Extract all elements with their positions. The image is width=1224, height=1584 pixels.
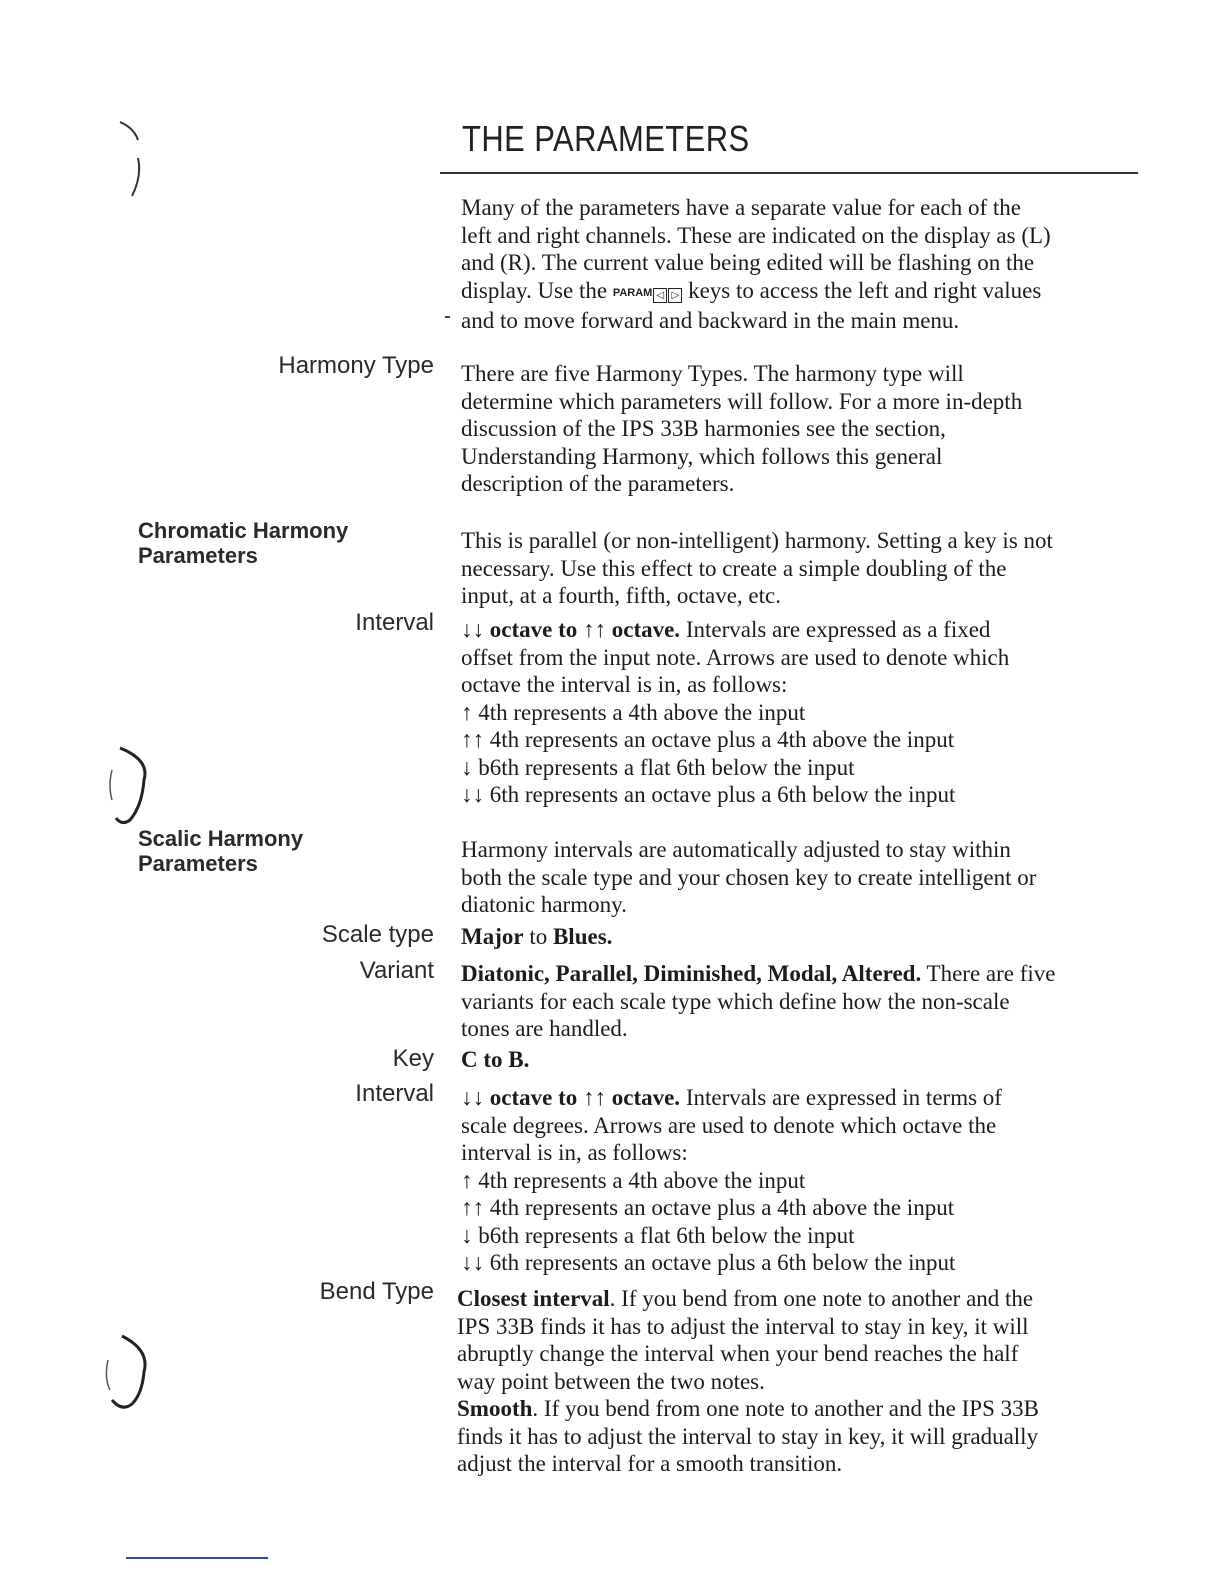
intro-line: display. Use the PARAM ◁ ▷ keys to access the left and right values bbox=[461, 277, 1151, 308]
bend-type-description: Closest interval. If you bend from one note to another and the IPS 33B finds it has to adjust the interval to stay in key, it will abruptly change the interval when your bend reaches the half way point between the two notes. Smooth. If you bend from one note to another and the IPS 33B finds it has to adjust the interval to stay in key, it will gradually adjust the interval for a smooth transition. bbox=[457, 1286, 1039, 1476]
binder-hole-mark-middle bbox=[100, 740, 160, 830]
variant-label: Variant bbox=[359, 957, 434, 984]
intro-line: left and right channels. These are indicated on the display as (L) bbox=[461, 222, 1051, 248]
title-rule bbox=[440, 172, 1138, 174]
page-title: THE PARAMETERS bbox=[462, 118, 750, 159]
variant-description: Diatonic, Parallel, Diminished, Modal, Altered. There are five variants for each scale type which define how the non-scale tones are handled. bbox=[461, 961, 1056, 1041]
chromatic-interval-description: ↓↓ octave to ↑↑ octave. Intervals are expressed as a fixed offset from the input note. Arrows are used to denote which octave the interval is in, as follows: ↑ 4th represents a 4th above the input ↑↑ 4th represents an octave plus a 4th above the input ↓ b6th represents a flat 6th below the input ↓↓ 6th represents an octave plus a 6th below the input bbox=[461, 616, 1151, 809]
bend-type-label: Bend Type bbox=[319, 1278, 434, 1305]
chromatic-description: This is parallel (or non-intelligent) harmony. Setting a key is not necessary. Use this effect to create a simple doubling of the input, at a fourth, fifth, octave, etc. bbox=[461, 528, 1053, 608]
scalic-interval-description: ↓↓ octave to ↑↑ octave. Intervals are expressed in terms of scale degrees. Arrows are used to denote which octave the interval is in, as follows: ↑ 4th represents a 4th above the input ↑↑ 4th represents an octave plus a 4th above the input ↓ b6th represents a flat 6th below the input ↓↓ 6th represents an octave plus a 6th below the input bbox=[461, 1084, 1151, 1277]
interval-example: ↑ 4th represents a 4th above the input bbox=[461, 1167, 806, 1193]
interval-range: ↓↓ octave to ↑↑ octave. bbox=[461, 617, 681, 642]
right-arrow-key-icon: ▷ bbox=[668, 288, 682, 303]
scale-type-label: Scale type bbox=[321, 921, 434, 948]
interval-example: ↑↑ 4th represents an octave plus a 4th above the input bbox=[461, 1195, 955, 1220]
intro-line: Many of the parameters have a separate value for each of the bbox=[461, 195, 1022, 220]
binder-hole-mark-top bbox=[112, 118, 152, 208]
key-label: Key bbox=[392, 1045, 434, 1072]
interval-example: ↓↓ 6th represents an octave plus a 6th below the input bbox=[461, 782, 956, 807]
harmony-type-label: Harmony Type bbox=[278, 352, 434, 379]
chromatic-harmony-heading: Chromatic Harmony Parameters bbox=[138, 518, 349, 568]
intro-line: and to move forward and backward in the main menu. bbox=[461, 308, 960, 333]
intro-paragraph bbox=[461, 194, 1151, 335]
binder-hole-mark-bottom bbox=[98, 1328, 158, 1418]
scalic-description: Harmony intervals are automatically adjusted to stay within both the scale type and your chosen key to create intelligent or diatonic harmony. bbox=[461, 837, 1037, 917]
scale-type-value: Major to Blues. bbox=[461, 924, 613, 949]
footer-rule bbox=[126, 1557, 268, 1559]
interval-example: ↓ b6th represents a flat 6th below the input bbox=[461, 1222, 855, 1248]
interval-example: ↑↑ 4th represents an octave plus a 4th above the input bbox=[461, 727, 955, 752]
key-value: C to B. bbox=[461, 1047, 530, 1072]
chromatic-interval-label: Interval bbox=[355, 609, 434, 636]
margin-dash bbox=[445, 316, 450, 318]
harmony-type-description: There are five Harmony Types. The harmony type will determine which parameters will follow. For a more in-depth discussion of the IPS 33B harmonies see the section, Understanding Harmony, which follows this general description of the parameters. bbox=[461, 361, 1023, 496]
interval-example: ↑ 4th represents a 4th above the input bbox=[461, 699, 806, 725]
left-arrow-key-icon: ◁ bbox=[653, 288, 667, 303]
interval-example: ↓ b6th represents a flat 6th below the input bbox=[461, 754, 855, 780]
param-key-label: PARAM bbox=[612, 286, 653, 299]
intro-line: and (R). The current value being edited will be flashing on the bbox=[461, 250, 1035, 275]
scalic-interval-label: Interval bbox=[355, 1080, 434, 1107]
scalic-harmony-heading: Scalic Harmony Parameters bbox=[138, 826, 304, 876]
interval-example: ↓↓ 6th represents an octave plus a 6th below the input bbox=[461, 1250, 956, 1275]
